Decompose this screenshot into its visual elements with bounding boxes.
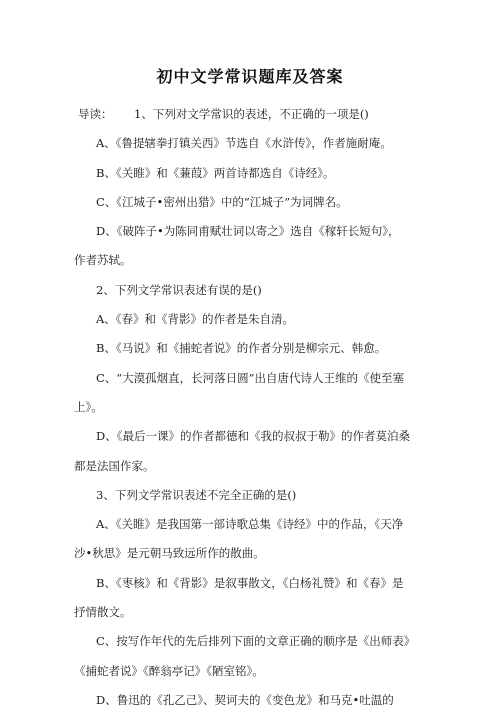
text-line: A、《鲁提辖拳打镇关西》节选自《水浒传》，作者施耐庵。 xyxy=(96,136,392,151)
text-line: B、《枣核》和《背影》是叙事散文，《白杨礼赞》和《春》是 xyxy=(96,575,404,590)
text-line: C、《江城子•密州出猎》中的“江城子”为词牌名。 xyxy=(96,194,348,209)
lead-label: 导读： xyxy=(78,107,113,121)
text-line: 上》。 xyxy=(74,399,103,414)
text-line: 作者苏轼。 xyxy=(74,253,132,268)
question-2-stem: 2、下列文学常识表述有误的是() xyxy=(96,282,262,297)
text-line: D、《破阵子•为陈同甫赋壮词以寄之》选自《稼轩长短句》， xyxy=(96,224,400,239)
question-3-stem: 3、下列文学常识表述不完全正确的是() xyxy=(96,487,297,502)
text-line: A、《关睢》是我国第一部诗歌总集《诗经》中的作品，《天净 xyxy=(96,517,404,532)
question-1-line xyxy=(74,100,432,129)
document-body xyxy=(74,100,432,715)
question-1-stem: 1、下列对文学常识的表述，不正确的一项是() xyxy=(134,107,369,121)
text-line: B、《马说》和《捕蛇者说》的作者分别是柳宗元、韩愈。 xyxy=(96,341,387,356)
text-line: 抒情散文。 xyxy=(74,605,132,620)
document-title: 初中文学常识题库及答案 xyxy=(156,67,344,86)
text-line: C、按写作年代的先后排列下面的文章正确的顺序是《出师表》 xyxy=(96,634,416,649)
text-line: 《捕蛇者说》《醉翁亭记》《陋室铭》。 xyxy=(74,663,264,678)
text-line: D、鲁迅的《孔乙己》、契诃夫的《变色龙》和马克•吐温的 xyxy=(96,692,394,707)
text-line: C、“大漠孤烟直，长河落日圆”出自唐代诗人王维的《使至塞 xyxy=(96,370,405,385)
text-line: A、《春》和《背影》的作者是朱自清。 xyxy=(96,312,295,327)
text-line: 都是法国作家。 xyxy=(74,458,155,473)
text-line: B、《关睢》和《蒹葭》两首诗都选自《诗经》。 xyxy=(96,165,335,180)
text-line: 沙•秋思》是元朝马致远所作的散曲。 xyxy=(74,546,265,561)
text-line: D、《最后一课》的作者都德和《我的叔叔于勒》的作者莫泊桑 xyxy=(96,429,410,444)
